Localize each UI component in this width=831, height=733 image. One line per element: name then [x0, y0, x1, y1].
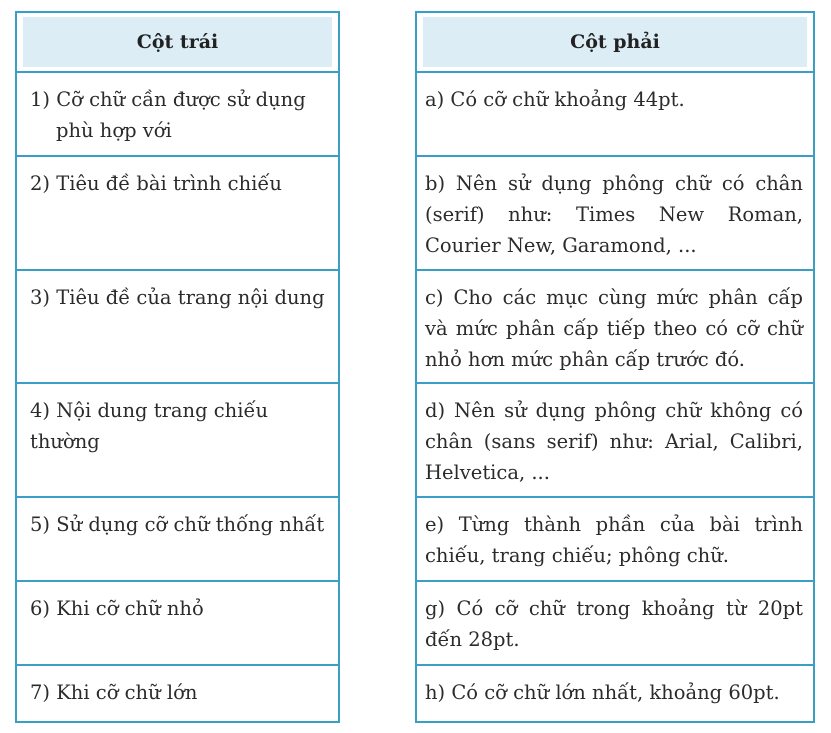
left-row-1-line2: phù hợp với [56, 119, 172, 142]
right-row-a-text: a) Có cỡ chữ khoảng 44pt. [425, 88, 685, 111]
left-row-1 [17, 73, 338, 157]
left-row-2 [17, 157, 338, 271]
right-row-a [417, 73, 813, 157]
left-row-6 [17, 582, 338, 666]
left-row-5 [17, 498, 338, 582]
left-column-header-label: Cột trái [23, 17, 332, 67]
left-row-4 [17, 384, 338, 498]
right-row-b [417, 157, 813, 271]
left-row-7 [17, 666, 338, 721]
right-row-b-text: b) Nên sử dụng phông chữ có chân (serif) như: Times New Roman, Courier New, Garamond, ... [425, 172, 803, 257]
left-row-1-line1: 1) Cỡ chữ cần được sử dụng [30, 88, 306, 111]
right-row-g [417, 582, 813, 666]
right-row-e [417, 498, 813, 582]
left-row-5-text: 5) Sử dụng cỡ chữ thống nhất [30, 513, 325, 536]
right-row-c-text: c) Cho các mục cùng mức phân cấp và mức phân cấp tiếp theo có cỡ chữ nhỏ hơn mức phân cấp trước đó. [425, 286, 803, 371]
right-row-g-text: g) Có cỡ chữ trong khoảng từ 20pt đến 28pt. [425, 597, 803, 651]
left-row-4-text: 4) Nội dung trang chiếu thường [30, 399, 269, 453]
left-row-3 [17, 271, 338, 384]
right-column-table [415, 11, 815, 723]
right-row-h [417, 666, 813, 721]
right-row-d [417, 384, 813, 498]
right-column-header [417, 13, 813, 73]
left-row-7-text: 7) Khi cỡ chữ lớn [30, 681, 198, 704]
left-row-6-text: 6) Khi cỡ chữ nhỏ [30, 597, 204, 620]
left-column-table [15, 11, 340, 723]
left-row-2-text: 2) Tiêu đề bài trình chiếu [30, 172, 282, 195]
left-column-header [17, 13, 338, 73]
right-row-e-text: e) Từng thành phần của bài trình chiếu, trang chiếu; phông chữ. [425, 513, 803, 567]
right-row-d-text: d) Nên sử dụng phông chữ không có chân (sans serif) như: Arial, Calibri, Helvetica, ... [425, 399, 803, 484]
right-row-h-text: h) Có cỡ chữ lớn nhất, khoảng 60pt. [425, 681, 780, 704]
left-row-3-text: 3) Tiêu đề của trang nội dung [30, 286, 325, 309]
right-column-header-label: Cột phải [423, 17, 807, 67]
right-row-c [417, 271, 813, 384]
